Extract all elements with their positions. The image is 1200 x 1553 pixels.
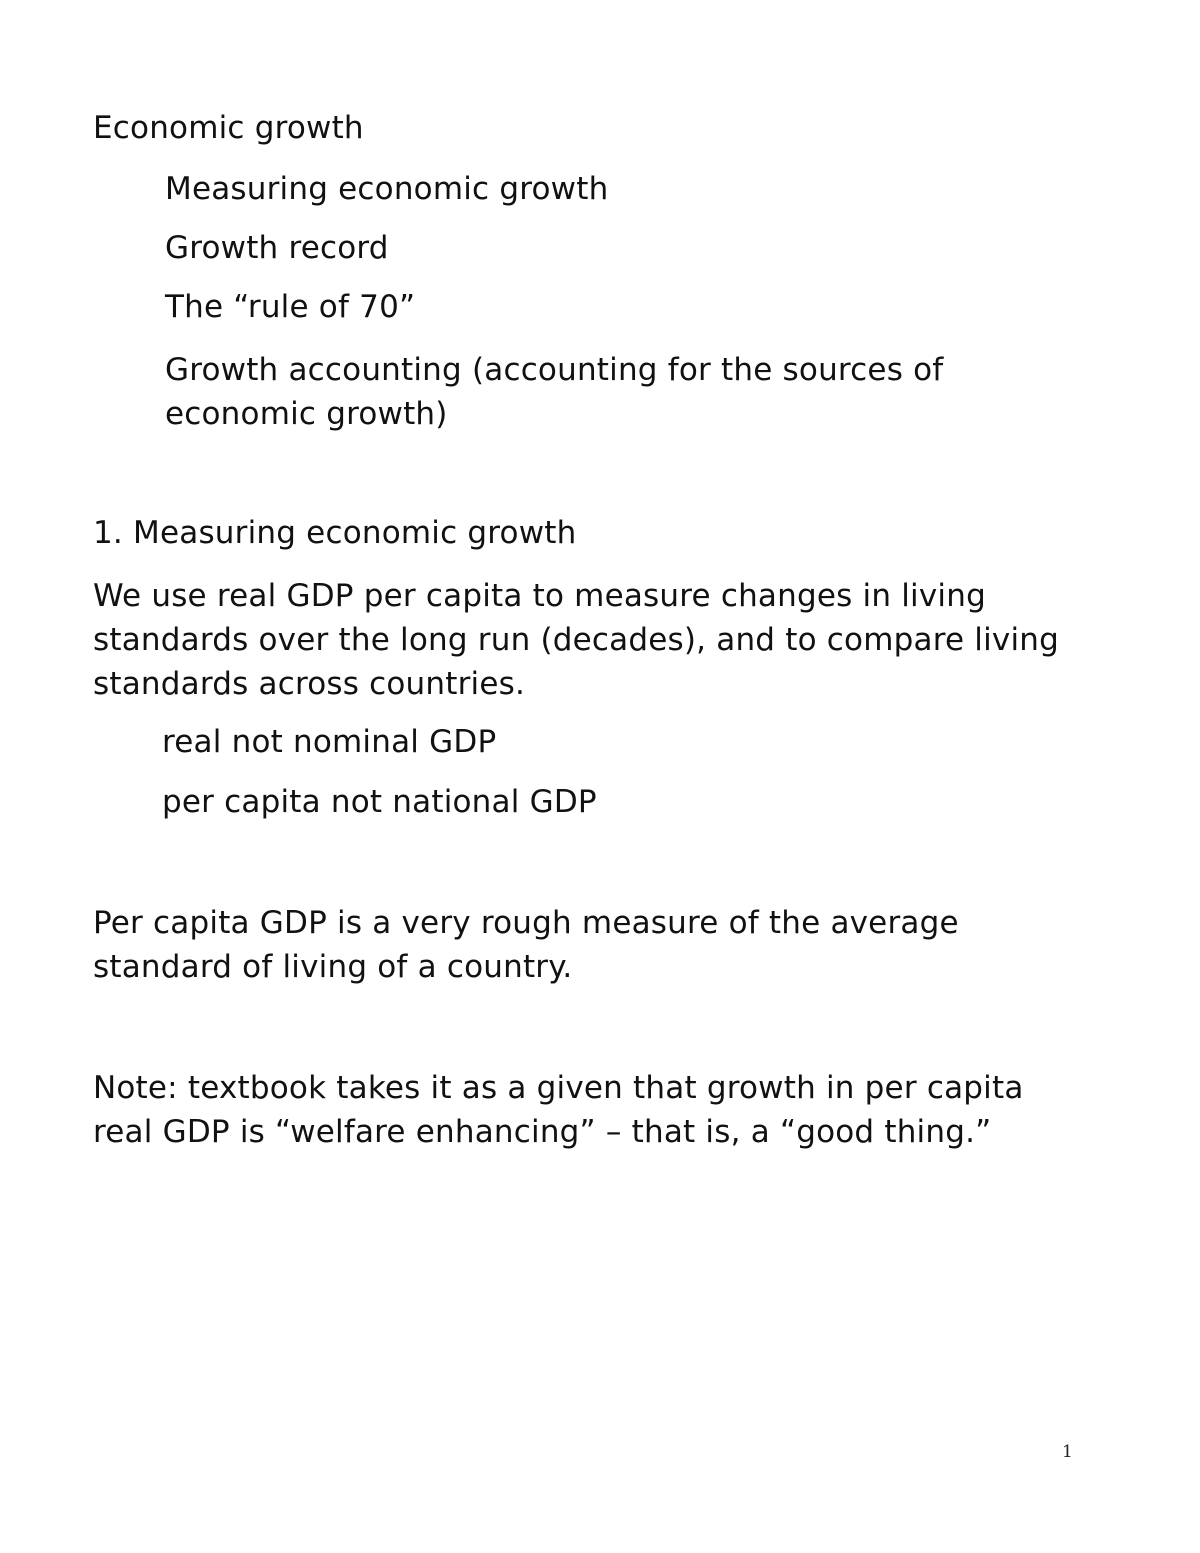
outline-title: Economic growth bbox=[93, 110, 364, 146]
note-paragraph: Note: textbook takes it as a given that growth in per capita real GDP is “welfare enhancing” – that is, a “good thing.” bbox=[93, 1070, 1024, 1150]
point-per-capita-gdp: per capita not national GDP bbox=[162, 784, 597, 820]
section-heading: 1. Measuring economic growth bbox=[93, 515, 577, 551]
outline-item-growth-accounting: Growth accounting (accounting for the sources of economic growth) bbox=[165, 352, 944, 432]
intro-paragraph: We use real GDP per capita to measure changes in living standards over the long run (decades), and to compare living standards across countries. bbox=[93, 578, 1059, 702]
rough-measure-paragraph: Per capita GDP is a very rough measure of the average standard of living of a country. bbox=[93, 905, 959, 985]
outline-item-growth-record: Growth record bbox=[165, 230, 389, 266]
point-real-gdp: real not nominal GDP bbox=[162, 724, 497, 760]
page-number: 1 bbox=[1062, 1442, 1073, 1462]
outline-item-measuring: Measuring economic growth bbox=[165, 171, 609, 207]
outline-item-rule-of-70: The “rule of 70” bbox=[165, 289, 416, 325]
